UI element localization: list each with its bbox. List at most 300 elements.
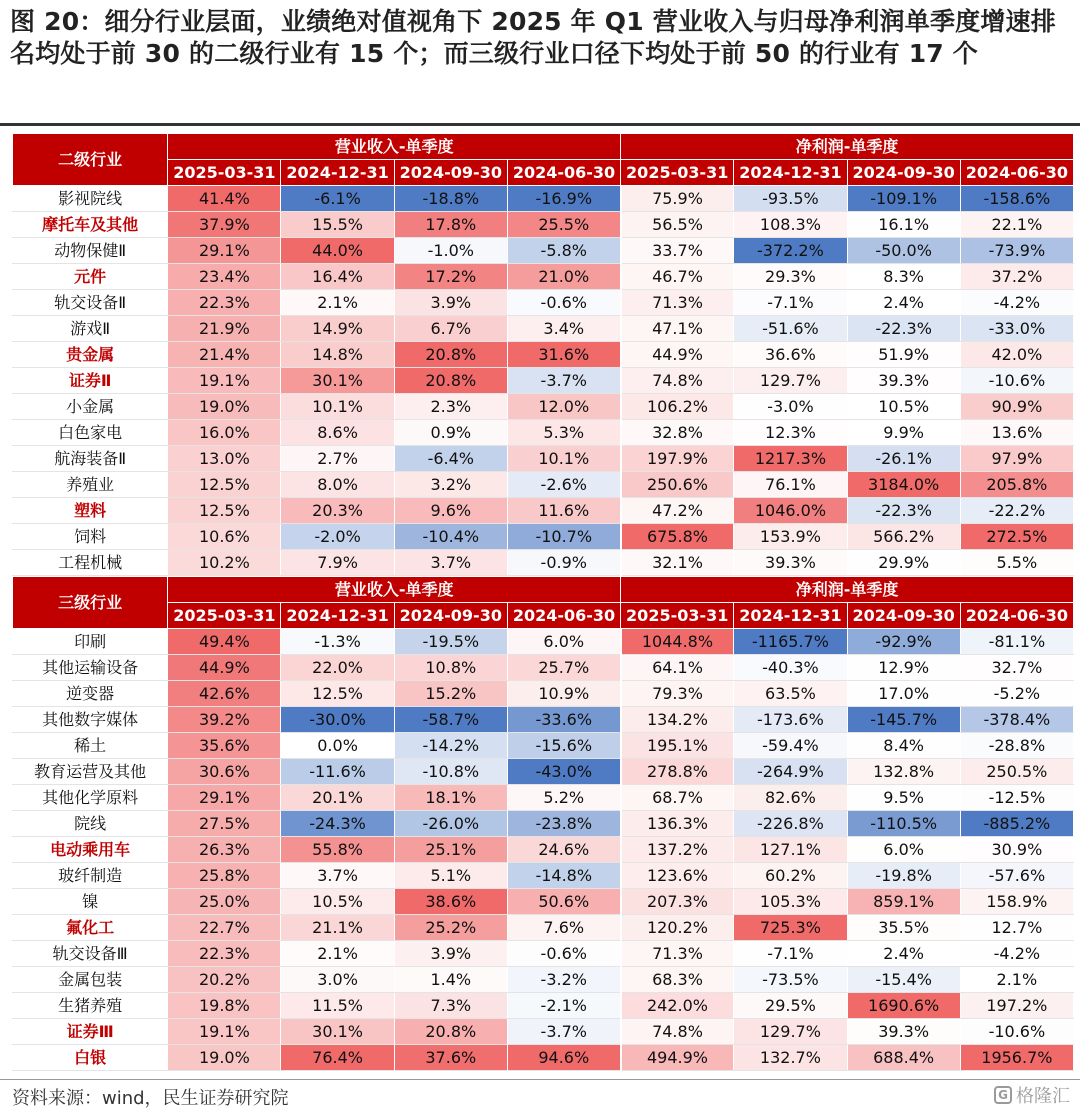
net-profit-growth-cell: 47.2% bbox=[621, 498, 734, 524]
net-profit-growth-cell: 129.7% bbox=[734, 1019, 847, 1045]
revenue-growth-cell: 50.6% bbox=[507, 889, 620, 915]
revenue-growth-cell: -10.7% bbox=[507, 524, 620, 550]
revenue-group-header: 营业收入-单季度 bbox=[168, 134, 621, 160]
net-profit-growth-cell: 17.0% bbox=[847, 681, 960, 707]
revenue-growth-cell: 19.0% bbox=[168, 394, 281, 420]
industry-name: 其他运输设备 bbox=[13, 655, 168, 681]
revenue-growth-cell: -2.0% bbox=[281, 524, 394, 550]
table-row bbox=[13, 186, 1074, 212]
revenue-growth-cell: 16.0% bbox=[168, 420, 281, 446]
net-profit-growth-cell: 242.0% bbox=[621, 993, 734, 1019]
net-profit-growth-cell: -57.6% bbox=[960, 863, 1073, 889]
revenue-growth-cell: 5.3% bbox=[507, 420, 620, 446]
industry-name: 白色家电 bbox=[13, 420, 168, 446]
date-header: 2024-12-31 bbox=[734, 603, 847, 629]
revenue-growth-cell: 20.3% bbox=[281, 498, 394, 524]
net-profit-growth-cell: 16.1% bbox=[847, 212, 960, 238]
table-row bbox=[13, 785, 1074, 811]
net-profit-growth-cell: 32.7% bbox=[960, 655, 1073, 681]
revenue-growth-cell: 19.1% bbox=[168, 368, 281, 394]
table-row bbox=[13, 863, 1074, 889]
industry-name: 游戏Ⅱ bbox=[13, 316, 168, 342]
industry-name: 院线 bbox=[13, 811, 168, 837]
net-profit-growth-cell: -885.2% bbox=[960, 811, 1073, 837]
revenue-growth-cell: -1.3% bbox=[281, 629, 394, 655]
revenue-growth-cell: 10.2% bbox=[168, 550, 281, 576]
revenue-growth-cell: -23.8% bbox=[507, 811, 620, 837]
revenue-growth-cell: 25.1% bbox=[394, 837, 507, 863]
revenue-growth-cell: 0.0% bbox=[281, 733, 394, 759]
net-profit-growth-cell: 74.8% bbox=[621, 1019, 734, 1045]
revenue-growth-cell: -10.4% bbox=[394, 524, 507, 550]
net-profit-growth-cell: 74.8% bbox=[621, 368, 734, 394]
date-header: 2024-06-30 bbox=[507, 160, 620, 186]
net-profit-growth-cell: 725.3% bbox=[734, 915, 847, 941]
industry-name: 贵金属 bbox=[13, 342, 168, 368]
revenue-growth-cell: 12.0% bbox=[507, 394, 620, 420]
net-profit-growth-cell: -73.9% bbox=[960, 238, 1073, 264]
net-profit-growth-cell: 37.2% bbox=[960, 264, 1073, 290]
revenue-growth-cell: 23.4% bbox=[168, 264, 281, 290]
revenue-growth-cell: 16.4% bbox=[281, 264, 394, 290]
net-profit-growth-cell: -22.3% bbox=[847, 498, 960, 524]
table-row bbox=[13, 811, 1074, 837]
revenue-growth-cell: -1.0% bbox=[394, 238, 507, 264]
net-profit-growth-cell: -73.5% bbox=[734, 967, 847, 993]
figure-title: 图 20：细分行业层面，业绩绝对值视角下 2025 年 Q1 营业收入与归母净利润单季度增速排名均处于前 30 的二级行业有 15 个；而三级行业口径下均处于前 50 的行业有 17 个 bbox=[10, 7, 1056, 68]
net-profit-growth-cell: 29.3% bbox=[734, 264, 847, 290]
revenue-growth-cell: 2.3% bbox=[394, 394, 507, 420]
revenue-growth-cell: -14.2% bbox=[394, 733, 507, 759]
net-profit-growth-cell: 29.9% bbox=[847, 550, 960, 576]
net-profit-growth-cell: 250.6% bbox=[621, 472, 734, 498]
revenue-growth-cell: -58.7% bbox=[394, 707, 507, 733]
revenue-growth-cell: 19.8% bbox=[168, 993, 281, 1019]
net-profit-growth-cell: -7.1% bbox=[734, 941, 847, 967]
net-profit-growth-cell: -33.0% bbox=[960, 316, 1073, 342]
revenue-growth-cell: 10.9% bbox=[507, 681, 620, 707]
net-profit-growth-cell: 29.5% bbox=[734, 993, 847, 1019]
table-row bbox=[13, 498, 1074, 524]
revenue-growth-cell: 44.9% bbox=[168, 655, 281, 681]
net-profit-growth-cell: 60.2% bbox=[734, 863, 847, 889]
net-profit-growth-cell: 278.8% bbox=[621, 759, 734, 785]
industry-name: 小金属 bbox=[13, 394, 168, 420]
revenue-growth-cell: 8.0% bbox=[281, 472, 394, 498]
table-row bbox=[13, 446, 1074, 472]
net-profit-growth-cell: 79.3% bbox=[621, 681, 734, 707]
watermark-text: 格隆汇 bbox=[1016, 1086, 1070, 1107]
net-profit-growth-cell: 197.9% bbox=[621, 446, 734, 472]
net-profit-growth-cell: -50.0% bbox=[847, 238, 960, 264]
net-profit-growth-cell: 197.2% bbox=[960, 993, 1073, 1019]
revenue-growth-cell: 21.0% bbox=[507, 264, 620, 290]
secondary-industry-table bbox=[12, 133, 1074, 576]
net-profit-growth-cell: 36.6% bbox=[734, 342, 847, 368]
net-profit-growth-cell: 158.9% bbox=[960, 889, 1073, 915]
revenue-growth-cell: -43.0% bbox=[507, 759, 620, 785]
table-row bbox=[13, 655, 1074, 681]
revenue-growth-cell: -24.3% bbox=[281, 811, 394, 837]
revenue-growth-cell: 7.6% bbox=[507, 915, 620, 941]
revenue-growth-cell: 5.1% bbox=[394, 863, 507, 889]
revenue-growth-cell: 22.7% bbox=[168, 915, 281, 941]
table-row bbox=[13, 316, 1074, 342]
revenue-growth-cell: 18.1% bbox=[394, 785, 507, 811]
revenue-growth-cell: 12.5% bbox=[281, 681, 394, 707]
revenue-growth-cell: 3.7% bbox=[281, 863, 394, 889]
date-header: 2024-09-30 bbox=[847, 603, 960, 629]
industry-name: 塑料 bbox=[13, 498, 168, 524]
industry-name: 生猪养殖 bbox=[13, 993, 168, 1019]
net-profit-growth-cell: 1044.8% bbox=[621, 629, 734, 655]
net-profit-growth-cell: 44.9% bbox=[621, 342, 734, 368]
industry-name: 工程机械 bbox=[13, 550, 168, 576]
net-profit-growth-cell: 51.9% bbox=[847, 342, 960, 368]
net-profit-growth-cell: 71.3% bbox=[621, 941, 734, 967]
net-profit-growth-cell: 32.1% bbox=[621, 550, 734, 576]
net-profit-growth-cell: 47.1% bbox=[621, 316, 734, 342]
source-note: 资料来源：wind，民生证券研究院 bbox=[12, 1088, 289, 1109]
net-profit-growth-cell: 120.2% bbox=[621, 915, 734, 941]
industry-name: 饲料 bbox=[13, 524, 168, 550]
net-profit-growth-cell: -10.6% bbox=[960, 368, 1073, 394]
industry-name: 其他数字媒体 bbox=[13, 707, 168, 733]
revenue-growth-cell: -14.8% bbox=[507, 863, 620, 889]
net-profit-growth-cell: -5.2% bbox=[960, 681, 1073, 707]
revenue-growth-cell: 12.5% bbox=[168, 472, 281, 498]
table-row bbox=[13, 941, 1074, 967]
industry-name: 金属包装 bbox=[13, 967, 168, 993]
net-profit-growth-cell: 195.1% bbox=[621, 733, 734, 759]
revenue-growth-cell: -6.4% bbox=[394, 446, 507, 472]
net-profit-growth-cell: 105.3% bbox=[734, 889, 847, 915]
table-row bbox=[13, 629, 1074, 655]
date-header: 2025-03-31 bbox=[168, 160, 281, 186]
net-profit-growth-cell: -92.9% bbox=[847, 629, 960, 655]
tertiary-industry-table bbox=[12, 576, 1074, 1071]
revenue-growth-cell: 3.9% bbox=[394, 941, 507, 967]
watermark-logo-icon: G bbox=[994, 1086, 1012, 1104]
net-profit-growth-cell: 675.8% bbox=[621, 524, 734, 550]
net-profit-growth-cell: 5.5% bbox=[960, 550, 1073, 576]
net-profit-growth-cell: -110.5% bbox=[847, 811, 960, 837]
net-profit-growth-cell: -28.8% bbox=[960, 733, 1073, 759]
table-row bbox=[13, 837, 1074, 863]
revenue-growth-cell: 3.4% bbox=[507, 316, 620, 342]
revenue-growth-cell: -18.8% bbox=[394, 186, 507, 212]
net-profit-growth-cell: 9.9% bbox=[847, 420, 960, 446]
date-header: 2024-06-30 bbox=[960, 160, 1073, 186]
revenue-growth-cell: 14.9% bbox=[281, 316, 394, 342]
revenue-growth-cell: 24.6% bbox=[507, 837, 620, 863]
revenue-growth-cell: 10.1% bbox=[507, 446, 620, 472]
net-profit-growth-cell: 68.7% bbox=[621, 785, 734, 811]
net-profit-growth-cell: 132.8% bbox=[847, 759, 960, 785]
date-header: 2024-12-31 bbox=[734, 160, 847, 186]
net-profit-growth-cell: 205.8% bbox=[960, 472, 1073, 498]
industry-name: 轨交设备Ⅱ bbox=[13, 290, 168, 316]
net-profit-growth-cell: -10.6% bbox=[960, 1019, 1073, 1045]
revenue-growth-cell: 15.2% bbox=[394, 681, 507, 707]
table-row bbox=[13, 759, 1074, 785]
net-profit-growth-cell: 9.5% bbox=[847, 785, 960, 811]
revenue-growth-cell: -2.1% bbox=[507, 993, 620, 1019]
net-profit-growth-cell: 82.6% bbox=[734, 785, 847, 811]
revenue-growth-cell: 2.1% bbox=[281, 941, 394, 967]
revenue-growth-cell: 14.8% bbox=[281, 342, 394, 368]
net-profit-growth-cell: 42.0% bbox=[960, 342, 1073, 368]
revenue-growth-cell: -5.8% bbox=[507, 238, 620, 264]
date-header: 2024-06-30 bbox=[507, 603, 620, 629]
revenue-growth-cell: -6.1% bbox=[281, 186, 394, 212]
net-profit-growth-cell: 8.4% bbox=[847, 733, 960, 759]
net-profit-growth-cell: 10.5% bbox=[847, 394, 960, 420]
table-row bbox=[13, 264, 1074, 290]
revenue-growth-cell: 38.6% bbox=[394, 889, 507, 915]
revenue-growth-cell: 25.2% bbox=[394, 915, 507, 941]
revenue-growth-cell: 21.9% bbox=[168, 316, 281, 342]
net-profit-growth-cell: -145.7% bbox=[847, 707, 960, 733]
net-profit-growth-cell: 137.2% bbox=[621, 837, 734, 863]
net-profit-growth-cell: 12.7% bbox=[960, 915, 1073, 941]
net-profit-growth-cell: -7.1% bbox=[734, 290, 847, 316]
revenue-growth-cell: 10.5% bbox=[281, 889, 394, 915]
table-row bbox=[13, 394, 1074, 420]
revenue-growth-cell: 20.8% bbox=[394, 1019, 507, 1045]
table-row bbox=[13, 993, 1074, 1019]
revenue-growth-cell: 42.6% bbox=[168, 681, 281, 707]
revenue-growth-cell: 20.8% bbox=[394, 342, 507, 368]
net-profit-growth-cell: -22.3% bbox=[847, 316, 960, 342]
revenue-growth-cell: 1.4% bbox=[394, 967, 507, 993]
date-header: 2025-03-31 bbox=[621, 603, 734, 629]
net-profit-growth-cell: 39.3% bbox=[847, 1019, 960, 1045]
table-row bbox=[13, 212, 1074, 238]
revenue-growth-cell: 13.0% bbox=[168, 446, 281, 472]
table-row bbox=[13, 967, 1074, 993]
revenue-growth-cell: 49.4% bbox=[168, 629, 281, 655]
net-profit-growth-cell: 2.4% bbox=[847, 290, 960, 316]
net-profit-growth-cell: 108.3% bbox=[734, 212, 847, 238]
industry-name: 证券Ⅲ bbox=[13, 1019, 168, 1045]
revenue-growth-cell: 25.0% bbox=[168, 889, 281, 915]
net-profit-growth-cell: -3.0% bbox=[734, 394, 847, 420]
table-row bbox=[13, 889, 1074, 915]
revenue-growth-cell: 3.9% bbox=[394, 290, 507, 316]
revenue-growth-cell: 55.8% bbox=[281, 837, 394, 863]
net-profit-growth-cell: 2.1% bbox=[960, 967, 1073, 993]
revenue-growth-cell: 0.9% bbox=[394, 420, 507, 446]
net-profit-growth-cell: 56.5% bbox=[621, 212, 734, 238]
net-profit-growth-cell: -81.1% bbox=[960, 629, 1073, 655]
date-header: 2024-09-30 bbox=[394, 160, 507, 186]
revenue-growth-cell: 25.7% bbox=[507, 655, 620, 681]
table-row bbox=[13, 524, 1074, 550]
revenue-growth-cell: -33.6% bbox=[507, 707, 620, 733]
net-profit-growth-cell: 859.1% bbox=[847, 889, 960, 915]
revenue-growth-cell: 10.6% bbox=[168, 524, 281, 550]
revenue-growth-cell: -15.6% bbox=[507, 733, 620, 759]
net-profit-growth-cell: 494.9% bbox=[621, 1045, 734, 1071]
revenue-growth-cell: -0.6% bbox=[507, 941, 620, 967]
revenue-growth-cell: -2.6% bbox=[507, 472, 620, 498]
revenue-growth-cell: 5.2% bbox=[507, 785, 620, 811]
net-profit-growth-cell: 1217.3% bbox=[734, 446, 847, 472]
revenue-growth-cell: 2.1% bbox=[281, 290, 394, 316]
revenue-growth-cell: 37.6% bbox=[394, 1045, 507, 1071]
revenue-growth-cell: 3.2% bbox=[394, 472, 507, 498]
net-profit-growth-cell: 207.3% bbox=[621, 889, 734, 915]
net-profit-growth-cell: 32.8% bbox=[621, 420, 734, 446]
net-profit-growth-cell: 12.9% bbox=[847, 655, 960, 681]
category-header: 二级行业 bbox=[13, 134, 168, 186]
revenue-growth-cell: 17.8% bbox=[394, 212, 507, 238]
revenue-growth-cell: 21.4% bbox=[168, 342, 281, 368]
industry-name: 影视院线 bbox=[13, 186, 168, 212]
net-profit-growth-cell: 22.1% bbox=[960, 212, 1073, 238]
net-profit-growth-cell: -372.2% bbox=[734, 238, 847, 264]
industry-name: 镍 bbox=[13, 889, 168, 915]
industry-name: 印刷 bbox=[13, 629, 168, 655]
revenue-growth-cell: 20.8% bbox=[394, 368, 507, 394]
table-row bbox=[13, 550, 1074, 576]
revenue-growth-cell: 15.5% bbox=[281, 212, 394, 238]
date-header: 2024-12-31 bbox=[281, 160, 394, 186]
net-profit-growth-cell: 33.7% bbox=[621, 238, 734, 264]
net-profit-growth-cell: -1165.7% bbox=[734, 629, 847, 655]
net-profit-growth-cell: -40.3% bbox=[734, 655, 847, 681]
net-profit-growth-cell: -26.1% bbox=[847, 446, 960, 472]
table-row bbox=[13, 472, 1074, 498]
net-profit-growth-cell: 46.7% bbox=[621, 264, 734, 290]
revenue-growth-cell: 22.0% bbox=[281, 655, 394, 681]
net-profit-growth-cell: 8.3% bbox=[847, 264, 960, 290]
revenue-growth-cell: -3.7% bbox=[507, 1019, 620, 1045]
revenue-growth-cell: 6.0% bbox=[507, 629, 620, 655]
net-profit-growth-cell: 566.2% bbox=[847, 524, 960, 550]
revenue-growth-cell: -16.9% bbox=[507, 186, 620, 212]
revenue-growth-cell: 7.9% bbox=[281, 550, 394, 576]
net-profit-growth-cell: 76.1% bbox=[734, 472, 847, 498]
revenue-growth-cell: -30.0% bbox=[281, 707, 394, 733]
revenue-growth-cell: -19.5% bbox=[394, 629, 507, 655]
revenue-growth-cell: 2.7% bbox=[281, 446, 394, 472]
revenue-growth-cell: 10.8% bbox=[394, 655, 507, 681]
table-row bbox=[13, 707, 1074, 733]
revenue-growth-cell: -0.6% bbox=[507, 290, 620, 316]
revenue-growth-cell: -11.6% bbox=[281, 759, 394, 785]
net-profit-growth-cell: -59.4% bbox=[734, 733, 847, 759]
net-profit-growth-cell: -4.2% bbox=[960, 941, 1073, 967]
net-profit-growth-cell: 39.3% bbox=[734, 550, 847, 576]
revenue-growth-cell: 29.1% bbox=[168, 238, 281, 264]
revenue-growth-cell: 31.6% bbox=[507, 342, 620, 368]
revenue-growth-cell: 11.5% bbox=[281, 993, 394, 1019]
industry-name: 教育运营及其他 bbox=[13, 759, 168, 785]
revenue-growth-cell: 30.1% bbox=[281, 1019, 394, 1045]
table-row bbox=[13, 1019, 1074, 1045]
industry-name: 稀土 bbox=[13, 733, 168, 759]
revenue-growth-cell: 29.1% bbox=[168, 785, 281, 811]
net-profit-growth-cell: 123.6% bbox=[621, 863, 734, 889]
revenue-growth-cell: 19.1% bbox=[168, 1019, 281, 1045]
table-row bbox=[13, 238, 1074, 264]
revenue-growth-cell: 26.3% bbox=[168, 837, 281, 863]
industry-name: 氟化工 bbox=[13, 915, 168, 941]
industry-name: 逆变器 bbox=[13, 681, 168, 707]
net-profit-growth-cell: 250.5% bbox=[960, 759, 1073, 785]
revenue-growth-cell: 44.0% bbox=[281, 238, 394, 264]
revenue-growth-cell: 30.1% bbox=[281, 368, 394, 394]
title-divider bbox=[0, 123, 1080, 126]
net-profit-growth-cell: 68.3% bbox=[621, 967, 734, 993]
net-profit-growth-cell: -19.8% bbox=[847, 863, 960, 889]
net-profit-growth-cell: -51.6% bbox=[734, 316, 847, 342]
net-profit-growth-cell: -4.2% bbox=[960, 290, 1073, 316]
net-profit-growth-cell: 2.4% bbox=[847, 941, 960, 967]
net-profit-growth-cell: -226.8% bbox=[734, 811, 847, 837]
date-header: 2024-09-30 bbox=[394, 603, 507, 629]
revenue-growth-cell: 19.0% bbox=[168, 1045, 281, 1071]
revenue-growth-cell: 3.0% bbox=[281, 967, 394, 993]
net-profit-growth-cell: -264.9% bbox=[734, 759, 847, 785]
revenue-growth-cell: 9.6% bbox=[394, 498, 507, 524]
revenue-growth-cell: 41.4% bbox=[168, 186, 281, 212]
revenue-growth-cell: 11.6% bbox=[507, 498, 620, 524]
date-header: 2024-12-31 bbox=[281, 603, 394, 629]
industry-name: 航海装备Ⅱ bbox=[13, 446, 168, 472]
revenue-group-header: 营业收入-单季度 bbox=[168, 577, 621, 603]
industry-name: 白银 bbox=[13, 1045, 168, 1071]
revenue-growth-cell: 39.2% bbox=[168, 707, 281, 733]
revenue-growth-cell: -10.8% bbox=[394, 759, 507, 785]
net-profit-growth-cell: 12.3% bbox=[734, 420, 847, 446]
date-header: 2024-06-30 bbox=[960, 603, 1073, 629]
industry-name: 动物保健Ⅱ bbox=[13, 238, 168, 264]
net-profit-group-header: 净利润-单季度 bbox=[621, 577, 1074, 603]
revenue-growth-cell: 6.7% bbox=[394, 316, 507, 342]
net-profit-growth-cell: 136.3% bbox=[621, 811, 734, 837]
revenue-growth-cell: 76.4% bbox=[281, 1045, 394, 1071]
industry-name: 养殖业 bbox=[13, 472, 168, 498]
net-profit-growth-cell: 35.5% bbox=[847, 915, 960, 941]
table-row bbox=[13, 342, 1074, 368]
net-profit-growth-cell: -173.6% bbox=[734, 707, 847, 733]
net-profit-growth-cell: 272.5% bbox=[960, 524, 1073, 550]
net-profit-growth-cell: 97.9% bbox=[960, 446, 1073, 472]
revenue-growth-cell: 3.7% bbox=[394, 550, 507, 576]
net-profit-growth-cell: -12.5% bbox=[960, 785, 1073, 811]
net-profit-growth-cell: -109.1% bbox=[847, 186, 960, 212]
date-header: 2025-03-31 bbox=[621, 160, 734, 186]
net-profit-growth-cell: 129.7% bbox=[734, 368, 847, 394]
industry-name: 电动乘用车 bbox=[13, 837, 168, 863]
revenue-growth-cell: 25.5% bbox=[507, 212, 620, 238]
net-profit-growth-cell: 3184.0% bbox=[847, 472, 960, 498]
table-row bbox=[13, 915, 1074, 941]
net-profit-growth-cell: 71.3% bbox=[621, 290, 734, 316]
revenue-growth-cell: 35.6% bbox=[168, 733, 281, 759]
category-header: 三级行业 bbox=[13, 577, 168, 629]
revenue-growth-cell: 27.5% bbox=[168, 811, 281, 837]
revenue-growth-cell: 25.8% bbox=[168, 863, 281, 889]
date-header: 2024-09-30 bbox=[847, 160, 960, 186]
industry-name: 证券Ⅱ bbox=[13, 368, 168, 394]
revenue-growth-cell: 21.1% bbox=[281, 915, 394, 941]
table-row bbox=[13, 681, 1074, 707]
revenue-growth-cell: -0.9% bbox=[507, 550, 620, 576]
